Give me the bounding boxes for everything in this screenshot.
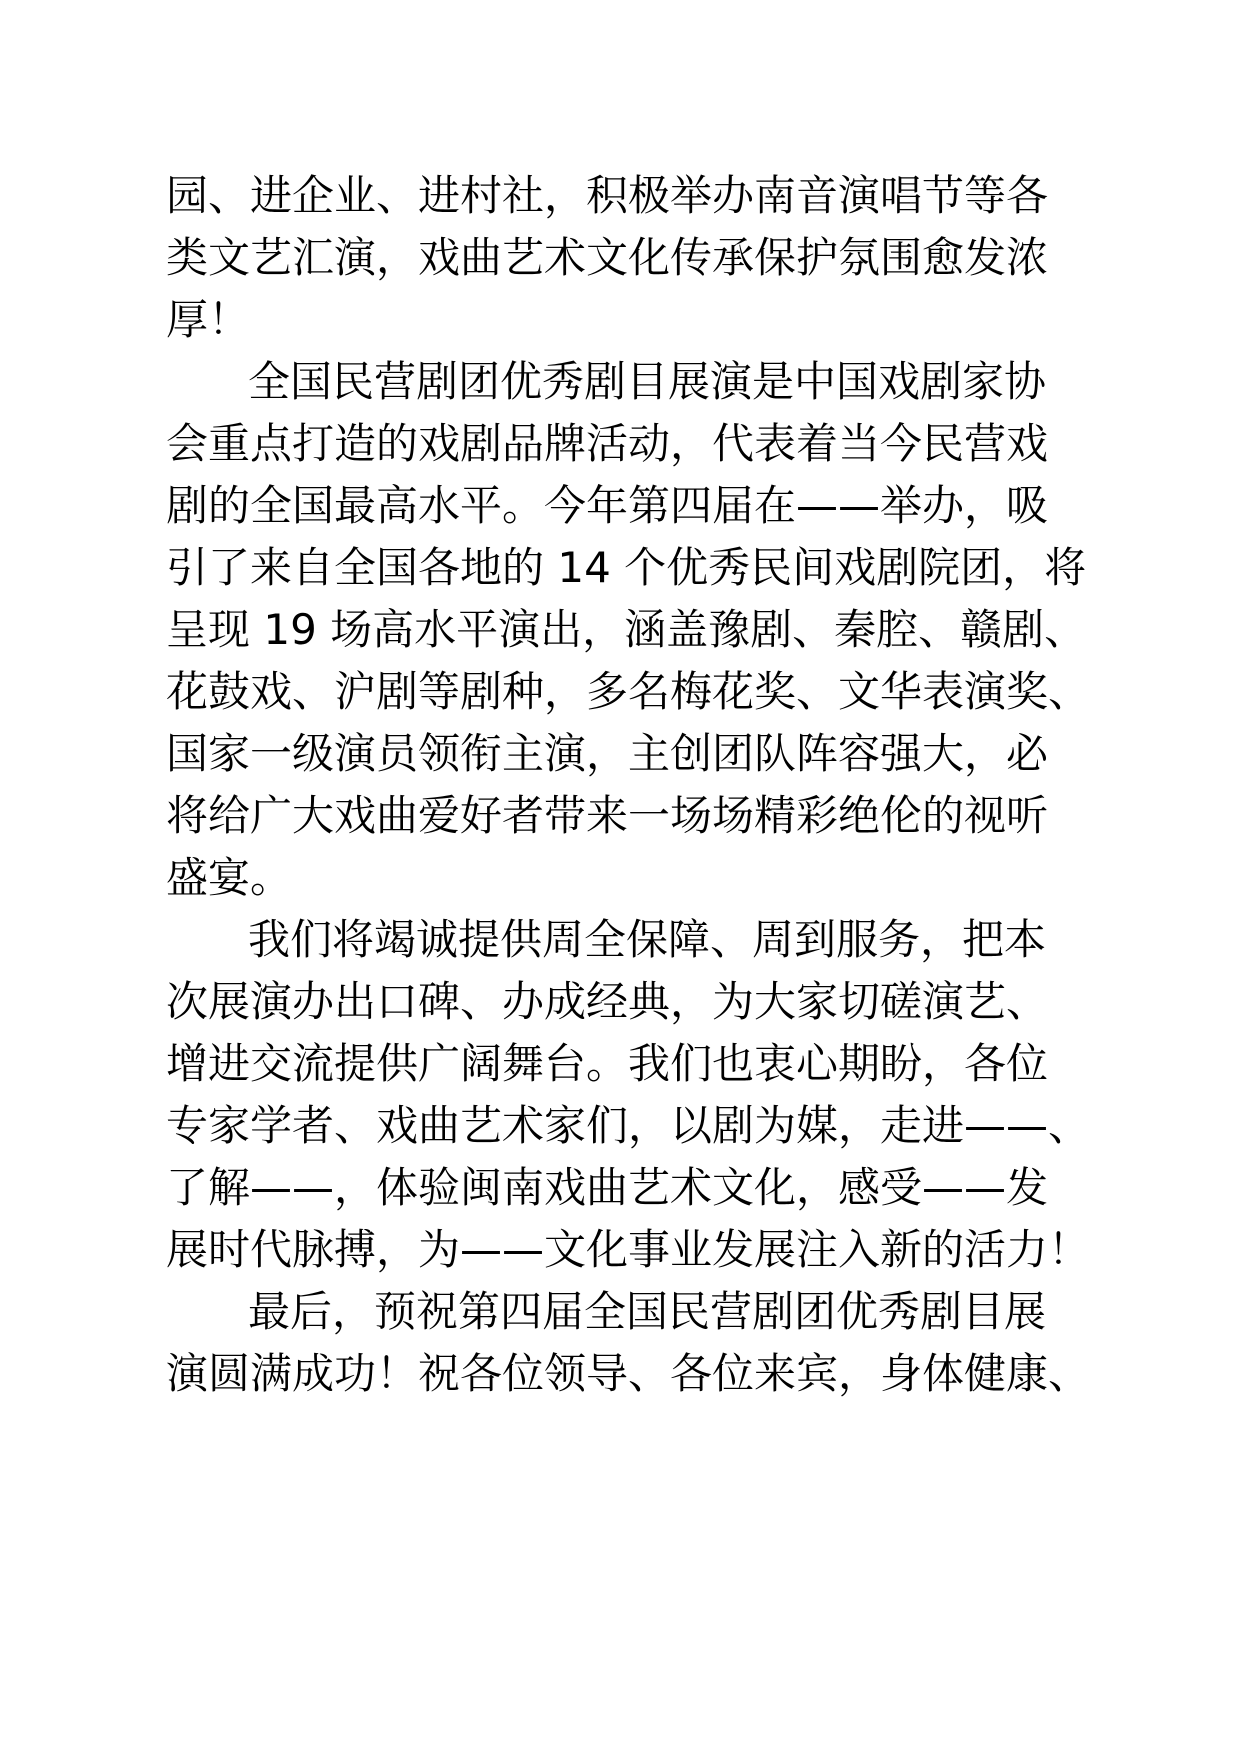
text-line: 会重点打造的戏剧品牌活动，代表着当今民营戏 [166,419,1049,468]
text-line: 展时代脉搏，为——文化事业发展注入新的活力！ [166,1225,1091,1274]
text-line: 园、进企业、进村社，积极举办南音演唱节等各 [166,171,1049,220]
text-line: 演圆满成功！祝各位领导、各位来宾，身体健康、 [166,1349,1091,1398]
text-line: 花鼓戏、沪剧等剧种，多名梅花奖、文华表演奖、 [166,667,1091,716]
text-line: 厚！ [166,295,251,344]
text-line: 将给广大戏曲爱好者带来一场场精彩绝伦的视听 [166,791,1049,840]
text-line: 呈现 19 场高水平演出，涵盖豫剧、秦腔、赣剧、 [166,605,1087,654]
paragraph-start-line: 全国民营剧团优秀剧目展演是中国戏剧家协 [248,357,1047,406]
paragraph-start-line: 最后，预祝第四届全国民营剧团优秀剧目展 [248,1287,1047,1336]
text-line: 剧的全国最高水平。今年第四届在——举办，吸 [166,481,1049,530]
text-line: 了解——，体验闽南戏曲艺术文化，感受——发 [166,1163,1049,1212]
text-line: 类文艺汇演，戏曲艺术文化传承保护氛围愈发浓 [166,233,1049,282]
text-line: 专家学者、戏曲艺术家们，以剧为媒，走进——、 [166,1101,1091,1150]
text-line: 次展演办出口碑、办成经典，为大家切磋演艺、 [166,977,1049,1026]
text-line: 国家一级演员领衔主演，主创团队阵容强大，必 [166,729,1049,778]
text-line: 增进交流提供广阔舞台。我们也衷心期盼，各位 [166,1039,1049,1088]
text-line: 盛宴。 [166,853,293,902]
paragraph-start-line: 我们将竭诚提供周全保障、周到服务，把本 [248,915,1047,964]
text-line: 引了来自全国各地的 14 个优秀民间戏剧院团，将 [166,543,1087,592]
